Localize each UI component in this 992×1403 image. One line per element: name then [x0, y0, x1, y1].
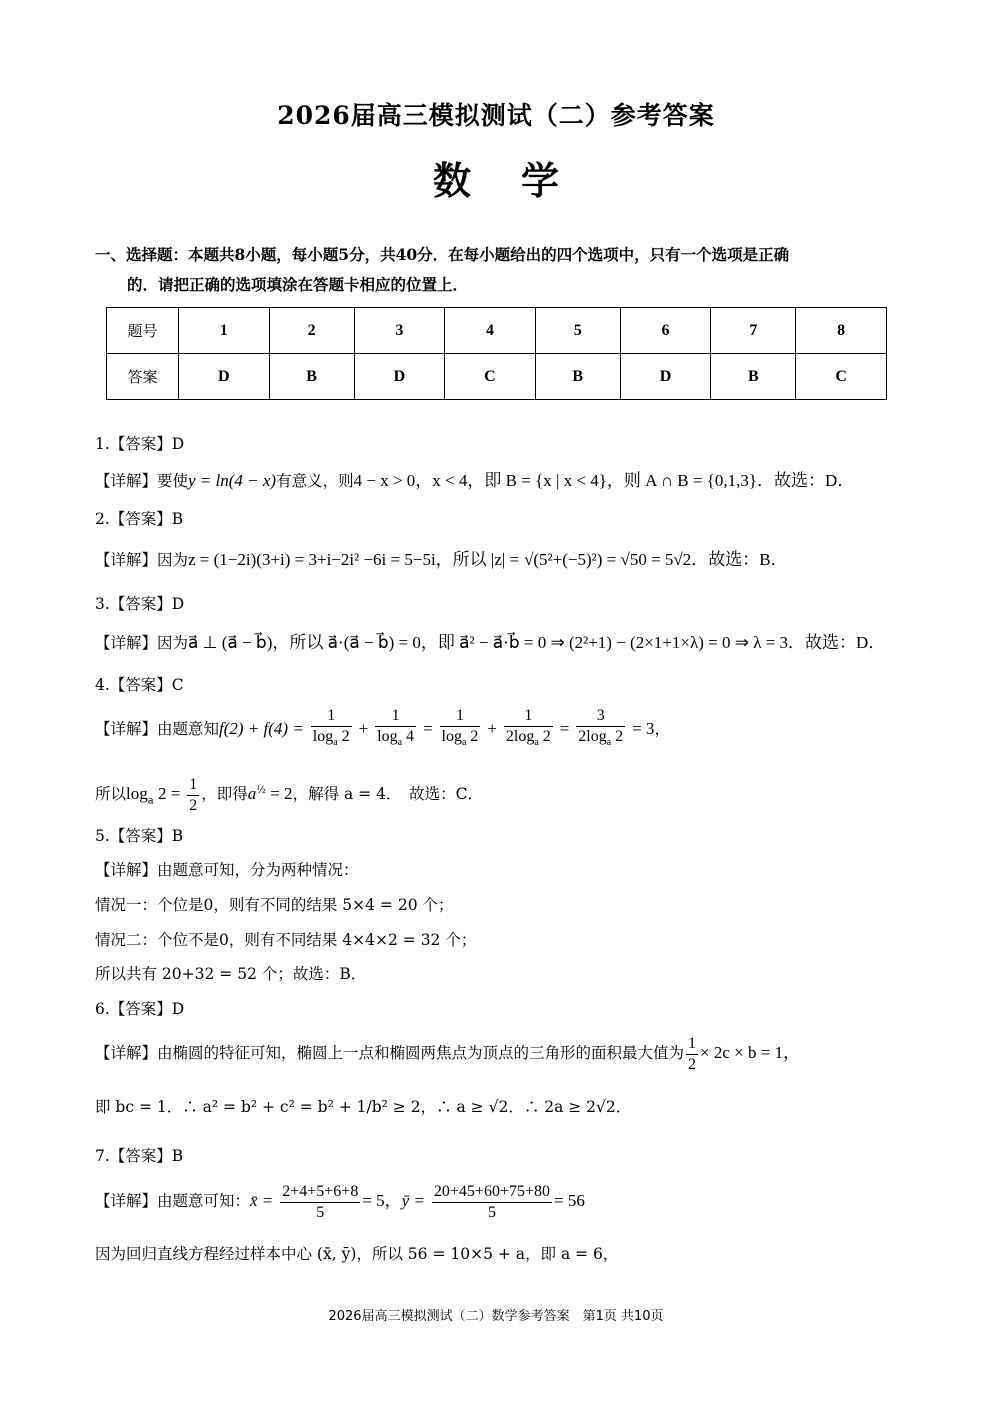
table-header-question: 题号 — [107, 308, 179, 354]
answer-table — [106, 307, 887, 400]
q4-detail: 【详解】由题意知f(2) + f(4) = $\frac{1}{\log_a 2}$ + $\frac{1}{\log_a 4}$ = $\frac{1}{\log_a 2}$ + $\frac{1}{2\log_a 2}$ = $\frac{3}{2\log_a 2}$ = 3， — [95, 706, 670, 754]
fraction-den: 2 — [189, 796, 198, 814]
log-text: log — [312, 728, 334, 746]
q1-detail-d: 4 − x > 0，x < 4，即 B = {x | x < 4}，则 A ∩ B = {0,1,3}．故选：D． — [353, 471, 855, 490]
table-cell: D — [179, 354, 270, 400]
q4-line2-a: 所以 — [95, 785, 127, 804]
table-cell: 7 — [711, 308, 796, 354]
table-row-questions — [107, 308, 887, 354]
q6-line2: 即 bc = 1．∴ a² = b² + c² = b² + 1/b² ≥ 2，∴ a ≥ √2．∴ 2a ≥ 2√2． — [95, 1098, 632, 1116]
fraction-den: $2\log_a$ 2 — [505, 728, 551, 749]
q4-line2-d: ，解得 a = 4． 故选：C． — [292, 785, 484, 804]
table-cell: D — [620, 354, 711, 400]
table-cell: C — [445, 354, 536, 400]
table-cell: 1 — [179, 308, 270, 354]
page-footer: 2026届高三模拟测试（二）数学参考答案 第1页 共10页 — [328, 1309, 664, 1324]
log-text: log — [441, 728, 462, 746]
fraction — [440, 706, 481, 753]
page-title: 2026届高三模拟测试（二）参考答案 — [277, 101, 715, 130]
q2-detail-a: 【详解】因为 — [95, 551, 189, 569]
table-cell: 2 — [269, 308, 354, 354]
fraction-num: 20+45+60+75+80 — [432, 1182, 552, 1203]
table-cell: 5 — [535, 308, 620, 354]
fraction-den: $\log_a 2$ — [312, 728, 350, 749]
q5-total: 所以共有 20+32 = 52 个；故选：B． — [95, 965, 367, 983]
q1-answer: 1.【答案】D — [95, 435, 185, 453]
fraction-num: 1 — [440, 706, 481, 727]
q5-detail: 【详解】由题意可知，分为两种情况： — [95, 861, 359, 879]
q4-answer: 4.【答案】C — [95, 676, 184, 694]
q2-formula: z = (1−2i)(3+i) = 3+i−2i² −6i = 5−5i，所以 |z| = — [188, 550, 520, 569]
q7-detail-a: 【详解】由题意可知： — [95, 1192, 251, 1210]
q7-ybar-value: = 56 — [553, 1191, 585, 1210]
q4-detail-c: ， — [654, 720, 670, 738]
q5-answer: 5.【答案】B — [95, 827, 184, 845]
q7-answer: 7.【答案】B — [95, 1147, 184, 1165]
table-cell: D — [354, 354, 445, 400]
fraction — [576, 706, 625, 753]
fraction-num: 1 — [504, 706, 553, 727]
table-cell: 3 — [354, 308, 445, 354]
fraction — [187, 775, 199, 816]
fraction — [686, 1034, 698, 1075]
fraction-den: $\log_a 4$ — [377, 728, 415, 749]
q6-detail-a: 【详解】由椭圆的特征可知，椭圆上一点和椭圆两焦点为顶点的三角形的面积最大值为 — [95, 1044, 685, 1062]
table-cell: 4 — [445, 308, 536, 354]
fraction — [504, 706, 553, 753]
fraction-den: $\log_a 2$ — [441, 728, 479, 749]
q2-formula-2: √(5²+(−5)²) = √50 = 5√2．故选：B． — [524, 550, 788, 569]
q3-detail-a: 【详解】因为 — [95, 634, 189, 652]
q5-case2: 情况二：个位不是0，则有不同结果 4×4×2 = 32 个； — [95, 931, 477, 949]
log-text: 2log — [505, 728, 535, 746]
section-heading — [95, 240, 905, 300]
q7-detail — [95, 1178, 585, 1224]
section-heading-line2: 的．请把正确的选项填涂在答题卡相应的位置上． — [127, 275, 469, 294]
q4-line2-c: ，即得 — [201, 785, 248, 804]
q1-detail-a: 【详解】要使 — [95, 472, 189, 490]
subject-title: 数学 — [432, 158, 609, 203]
q4-line2-log: log — [126, 784, 148, 804]
fraction-den: $2\log_a$ 2 — [578, 728, 624, 749]
fraction-num: 1 — [311, 706, 352, 727]
fraction-den: 2 — [688, 1055, 697, 1073]
fraction-num: 1 — [686, 1034, 698, 1055]
q1-detail — [95, 471, 854, 491]
q4-line2: 所以$\log_a 2$ = $\frac{1}{2}$ ，即得$a^{\frac{1}{2}} = 2$，解得 a = 4． 故选：C． — [95, 775, 484, 814]
q2-answer: 2.【答案】B — [95, 510, 184, 528]
fraction-den: 5 — [316, 1203, 325, 1221]
section-heading-line1: 一、选择题：本题共8小题，每小题5分，共40分．在每小题给出的四个选项中，只有一个选项是正确 — [95, 245, 790, 264]
table-cell: C — [796, 354, 887, 400]
fraction-num: 1 — [375, 706, 416, 727]
q2-detail — [95, 550, 788, 570]
table-cell: B — [269, 354, 354, 400]
fraction — [432, 1182, 552, 1223]
q1-detail-c: 有意义，则 — [276, 472, 354, 490]
q7-xbar-value: = 5， — [362, 1191, 402, 1210]
q3-detail — [95, 633, 885, 653]
fraction-num: 1 — [187, 775, 199, 796]
table-cell: B — [535, 354, 620, 400]
q7-line3: 因为回归直线方程经过样本中心 (x̄, ȳ)，所以 56 = 10×5 + a，即 a = 6， — [95, 1245, 619, 1263]
q6-detail — [95, 1030, 800, 1076]
fraction — [311, 706, 352, 753]
q3-answer: 3.【答案】D — [95, 595, 185, 613]
q6-answer: 6.【答案】D — [95, 1000, 185, 1018]
q1-formula: y = ln(4 − x) — [188, 471, 277, 490]
table-row-answers — [107, 354, 887, 400]
q6-formula: × 2c × b = 1， — [700, 1043, 801, 1062]
q3-formula: a⃗ ⊥ (a⃗ − b⃗)，所以 a⃗·(a⃗ − b⃗) = 0，即 a⃗² − a⃗·b⃗ = 0 ⇒ (2²+1) − (2×1+1×λ) = 0 ⇒ λ = 3．故选：D． — [188, 633, 886, 652]
q4-formula: f(2) + f(4) = — [219, 719, 304, 738]
log-text: 2log — [578, 728, 607, 746]
fraction — [375, 706, 416, 753]
fraction-num: 2+4+5+6+8 — [280, 1182, 360, 1203]
table-cell: B — [711, 354, 796, 400]
q4-detail-a: 【详解】由题意知 — [95, 720, 220, 738]
q7-ybar: ȳ = — [401, 1191, 425, 1210]
fraction — [280, 1182, 360, 1223]
q7-xbar: x̄ = — [250, 1191, 274, 1210]
fraction-num: 3 — [576, 706, 625, 727]
table-header-answer: 答案 — [107, 354, 179, 400]
table-cell: 6 — [620, 308, 711, 354]
fraction-den: 5 — [487, 1203, 496, 1221]
log-text: log — [377, 728, 398, 746]
q5-case1: 情况一：个位是0，则有不同的结果 5×4 = 20 个； — [95, 896, 454, 914]
table-cell: 8 — [796, 308, 887, 354]
